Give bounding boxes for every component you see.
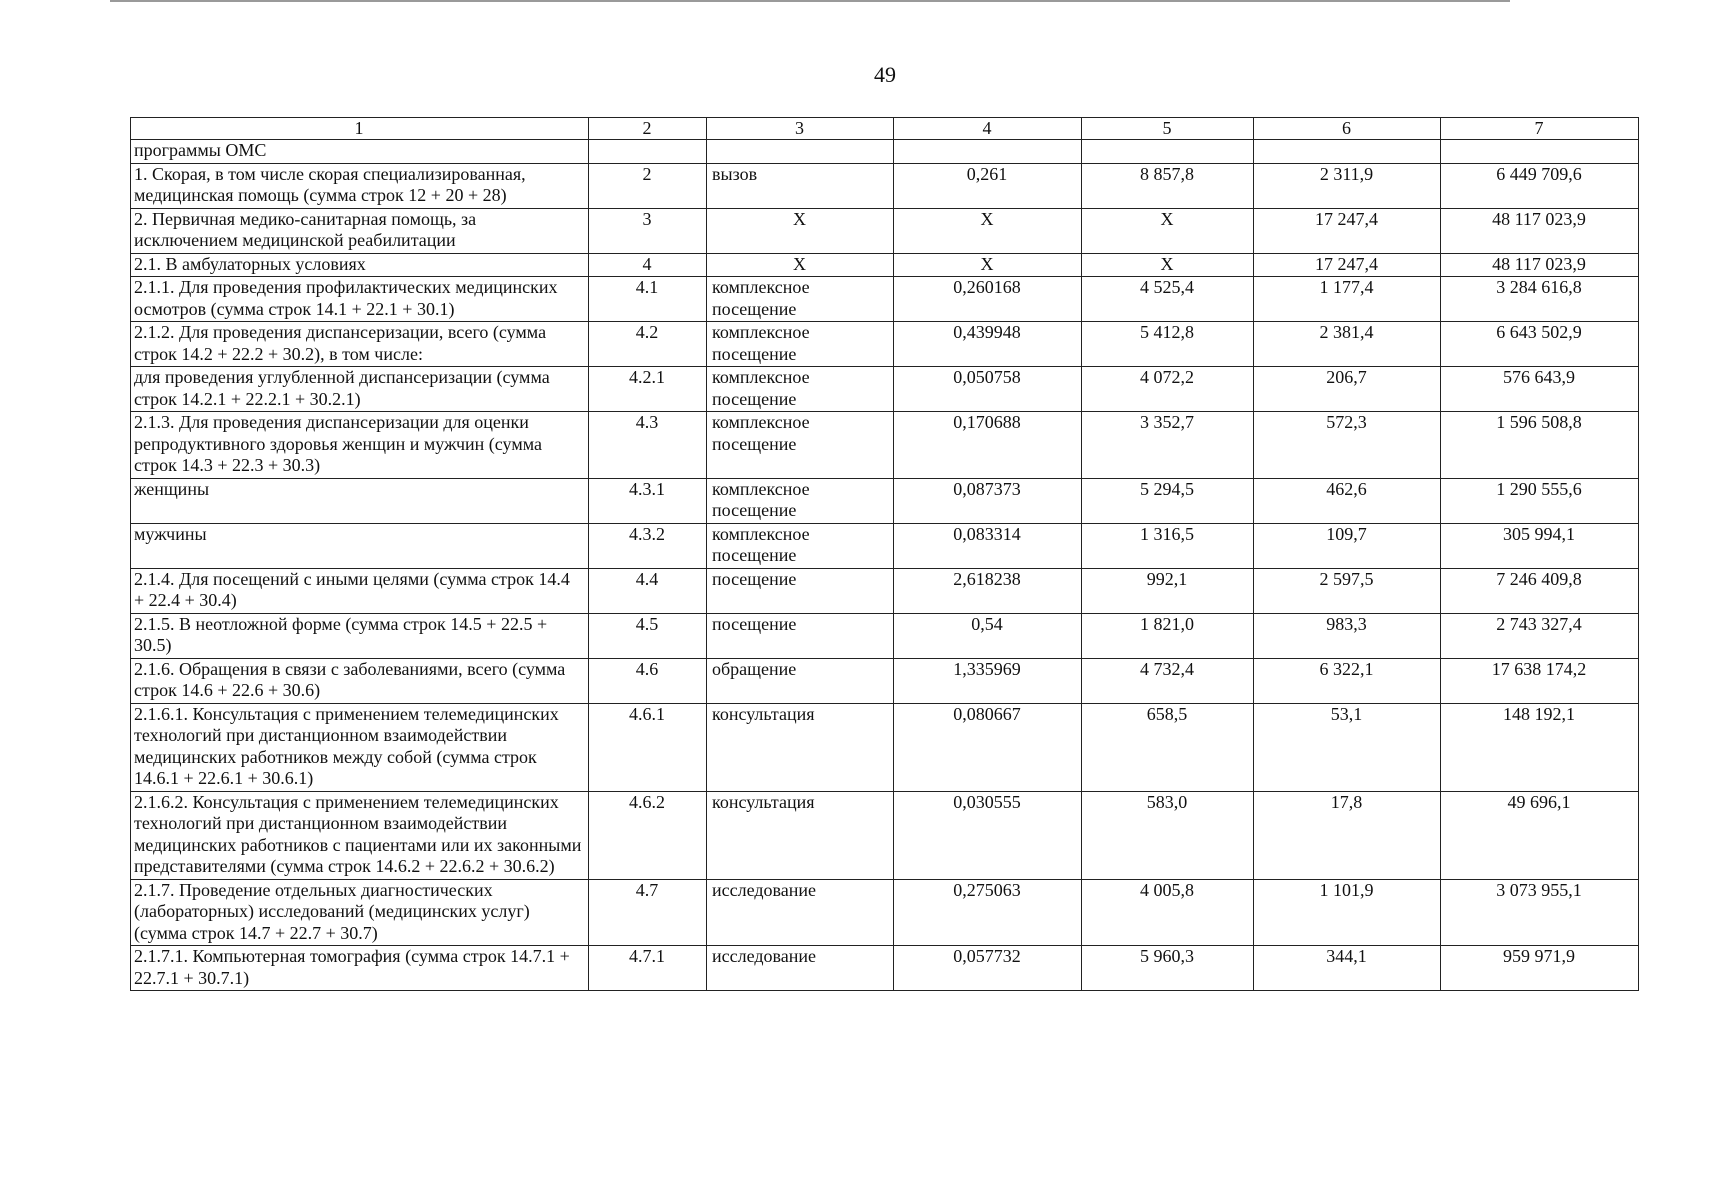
- cell-col-7: 1 596 508,8: [1441, 412, 1639, 479]
- cell-col-4: [894, 140, 1082, 164]
- cell-col-7: 49 696,1: [1441, 791, 1639, 879]
- table-row: [131, 658, 1639, 703]
- cell-col-5: 8 857,8: [1082, 163, 1254, 208]
- cell-description: 2.1.1. Для проведения профилактических медицинских осмотров (сумма строк 14.1 + 22.1 + 30.1): [131, 277, 589, 322]
- cell-col-5: 1 821,0: [1082, 613, 1254, 658]
- cell-col-6: 53,1: [1254, 703, 1441, 791]
- header-cell: 2: [589, 118, 707, 140]
- table-row: [131, 879, 1639, 946]
- cell-col-7: [1441, 140, 1639, 164]
- cell-col-6: 462,6: [1254, 478, 1441, 523]
- cell-unit: консультация: [707, 791, 894, 879]
- cell-row-number: 4.2: [589, 322, 707, 367]
- table-header-row: [131, 118, 1639, 140]
- cell-unit: комплексное посещение: [707, 523, 894, 568]
- cell-col-7: 17 638 174,2: [1441, 658, 1639, 703]
- cell-col-6: 6 322,1: [1254, 658, 1441, 703]
- cell-row-number: 4.5: [589, 613, 707, 658]
- cell-description: 2.1.6.2. Консультация с применением телемедицинских технологий при дистанционном взаимодействии медицинских работников с пациентами или их законными представителями (сумма строк 14.6.2 + 22.6.2 + 30.6.2): [131, 791, 589, 879]
- cell-col-6: 983,3: [1254, 613, 1441, 658]
- cell-col-4: 0,083314: [894, 523, 1082, 568]
- cell-col-5: 5 960,3: [1082, 946, 1254, 991]
- cell-row-number: [589, 140, 707, 164]
- cell-row-number: 4.4: [589, 568, 707, 613]
- cell-description: 2.1.7.1. Компьютерная томография (сумма строк 14.7.1 + 22.7.1 + 30.7.1): [131, 946, 589, 991]
- cell-unit: комплексное посещение: [707, 478, 894, 523]
- table-row: [131, 253, 1639, 277]
- cell-unit: комплексное посещение: [707, 367, 894, 412]
- cell-unit: посещение: [707, 613, 894, 658]
- cell-col-4: 0,057732: [894, 946, 1082, 991]
- cell-row-number: 4.7: [589, 879, 707, 946]
- cell-row-number: 4.3.1: [589, 478, 707, 523]
- cell-col-7: 6 449 709,6: [1441, 163, 1639, 208]
- cell-description: 2.1.5. В неотложной форме (сумма строк 14.5 + 22.5 + 30.5): [131, 613, 589, 658]
- cell-col-7: 2 743 327,4: [1441, 613, 1639, 658]
- cell-col-6: [1254, 140, 1441, 164]
- table-row: [131, 703, 1639, 791]
- table-row: [131, 367, 1639, 412]
- cell-description: 2.1.4. Для посещений с иными целями (сумма строк 14.4 + 22.4 + 30.4): [131, 568, 589, 613]
- table-row: [131, 208, 1639, 253]
- table-row: [131, 568, 1639, 613]
- header-cell: 3: [707, 118, 894, 140]
- cell-col-4: 1,335969: [894, 658, 1082, 703]
- cell-col-5: 3 352,7: [1082, 412, 1254, 479]
- cell-row-number: 4.2.1: [589, 367, 707, 412]
- cell-col-4: Х: [894, 208, 1082, 253]
- cell-col-5: 4 005,8: [1082, 879, 1254, 946]
- cell-description: 2.1.2. Для проведения диспансеризации, всего (сумма строк 14.2 + 22.2 + 30.2), в том числе:: [131, 322, 589, 367]
- cell-col-5: 583,0: [1082, 791, 1254, 879]
- header-cell: 6: [1254, 118, 1441, 140]
- cell-description: программы ОМС: [131, 140, 589, 164]
- cell-col-4: 0,439948: [894, 322, 1082, 367]
- cell-col-7: 959 971,9: [1441, 946, 1639, 991]
- cell-row-number: 4.3.2: [589, 523, 707, 568]
- cell-col-7: 6 643 502,9: [1441, 322, 1639, 367]
- cell-unit: исследование: [707, 946, 894, 991]
- cell-col-7: 48 117 023,9: [1441, 253, 1639, 277]
- cell-col-5: 4 072,2: [1082, 367, 1254, 412]
- cell-col-5: 4 732,4: [1082, 658, 1254, 703]
- cell-col-4: 0,170688: [894, 412, 1082, 479]
- cell-description: 2.1.7. Проведение отдельных диагностических (лабораторных) исследований (медицинских услуг) (сумма строк 14.7 + 22.7 + 30.7): [131, 879, 589, 946]
- cell-col-7: 7 246 409,8: [1441, 568, 1639, 613]
- table-body: [131, 118, 1639, 991]
- cell-description: 2.1. В амбулаторных условиях: [131, 253, 589, 277]
- cell-col-7: 576 643,9: [1441, 367, 1639, 412]
- cell-row-number: 4.3: [589, 412, 707, 479]
- cell-row-number: 4: [589, 253, 707, 277]
- table-row: [131, 946, 1639, 991]
- cell-unit: комплексное посещение: [707, 322, 894, 367]
- cell-col-4: 0,030555: [894, 791, 1082, 879]
- cell-col-5: 992,1: [1082, 568, 1254, 613]
- table-row: [131, 277, 1639, 322]
- header-cell: 7: [1441, 118, 1639, 140]
- cell-col-4: 0,050758: [894, 367, 1082, 412]
- cell-col-5: 1 316,5: [1082, 523, 1254, 568]
- cell-description: мужчины: [131, 523, 589, 568]
- cell-col-4: 0,080667: [894, 703, 1082, 791]
- cell-col-6: 1 101,9: [1254, 879, 1441, 946]
- cell-col-6: 17 247,4: [1254, 208, 1441, 253]
- cell-col-7: 48 117 023,9: [1441, 208, 1639, 253]
- cell-col-5: Х: [1082, 208, 1254, 253]
- cell-description: 2. Первичная медико-санитарная помощь, за исключением медицинской реабилитации: [131, 208, 589, 253]
- cell-col-6: 109,7: [1254, 523, 1441, 568]
- cell-description: 1. Скорая, в том числе скорая специализированная, медицинская помощь (сумма строк 12 + 20 + 28): [131, 163, 589, 208]
- cell-row-number: 4.6.2: [589, 791, 707, 879]
- table-row: [131, 322, 1639, 367]
- cell-description: для проведения углубленной диспансеризации (сумма строк 14.2.1 + 22.2.1 + 30.2.1): [131, 367, 589, 412]
- cell-row-number: 3: [589, 208, 707, 253]
- cell-unit: обращение: [707, 658, 894, 703]
- cell-row-number: 4.6: [589, 658, 707, 703]
- cell-unit: комплексное посещение: [707, 277, 894, 322]
- cell-col-5: 658,5: [1082, 703, 1254, 791]
- cell-col-5: [1082, 140, 1254, 164]
- table-row: [131, 523, 1639, 568]
- cell-col-6: 344,1: [1254, 946, 1441, 991]
- cell-col-6: 206,7: [1254, 367, 1441, 412]
- cell-col-7: 3 284 616,8: [1441, 277, 1639, 322]
- header-cell: 4: [894, 118, 1082, 140]
- table-row: [131, 791, 1639, 879]
- cell-description: 2.1.3. Для проведения диспансеризации для оценки репродуктивного здоровья женщин и мужчин (сумма строк 14.3 + 22.3 + 30.3): [131, 412, 589, 479]
- cell-col-4: 0,275063: [894, 879, 1082, 946]
- page-top-rule: [110, 0, 1510, 2]
- table-row: [131, 613, 1639, 658]
- cell-unit: Х: [707, 253, 894, 277]
- table-row: [131, 140, 1639, 164]
- cell-col-6: 1 177,4: [1254, 277, 1441, 322]
- cell-description: женщины: [131, 478, 589, 523]
- cell-description: 2.1.6.1. Консультация с применением телемедицинских технологий при дистанционном взаимодействии медицинских работников между собой (сумма строк 14.6.1 + 22.6.1 + 30.6.1): [131, 703, 589, 791]
- cell-unit: консультация: [707, 703, 894, 791]
- header-cell: 1: [131, 118, 589, 140]
- page-number: 49: [874, 62, 896, 87]
- cell-unit: вызов: [707, 163, 894, 208]
- cell-col-4: 0,260168: [894, 277, 1082, 322]
- cell-col-4: 0,261: [894, 163, 1082, 208]
- cell-col-6: 572,3: [1254, 412, 1441, 479]
- cell-col-5: 4 525,4: [1082, 277, 1254, 322]
- cell-col-6: 2 597,5: [1254, 568, 1441, 613]
- cell-col-6: 17 247,4: [1254, 253, 1441, 277]
- cell-unit: исследование: [707, 879, 894, 946]
- cell-description: 2.1.6. Обращения в связи с заболеваниями, всего (сумма строк 14.6 + 22.6 + 30.6): [131, 658, 589, 703]
- cell-unit: комплексное посещение: [707, 412, 894, 479]
- cell-row-number: 4.1: [589, 277, 707, 322]
- cell-col-7: 305 994,1: [1441, 523, 1639, 568]
- cell-col-6: 17,8: [1254, 791, 1441, 879]
- table-row: [131, 478, 1639, 523]
- cell-unit: посещение: [707, 568, 894, 613]
- cell-col-4: 0,087373: [894, 478, 1082, 523]
- data-table: [130, 117, 1639, 991]
- cell-col-7: 1 290 555,6: [1441, 478, 1639, 523]
- cell-col-7: 3 073 955,1: [1441, 879, 1639, 946]
- cell-col-4: 2,618238: [894, 568, 1082, 613]
- cell-col-4: Х: [894, 253, 1082, 277]
- table-row: [131, 163, 1639, 208]
- cell-col-4: 0,54: [894, 613, 1082, 658]
- table-row: [131, 412, 1639, 479]
- cell-row-number: 4.6.1: [589, 703, 707, 791]
- cell-col-5: 5 294,5: [1082, 478, 1254, 523]
- cell-col-5: 5 412,8: [1082, 322, 1254, 367]
- header-cell: 5: [1082, 118, 1254, 140]
- cell-row-number: 2: [589, 163, 707, 208]
- cell-col-5: Х: [1082, 253, 1254, 277]
- cell-unit: [707, 140, 894, 164]
- cell-col-6: 2 381,4: [1254, 322, 1441, 367]
- cell-col-6: 2 311,9: [1254, 163, 1441, 208]
- cell-row-number: 4.7.1: [589, 946, 707, 991]
- cell-unit: Х: [707, 208, 894, 253]
- cell-col-7: 148 192,1: [1441, 703, 1639, 791]
